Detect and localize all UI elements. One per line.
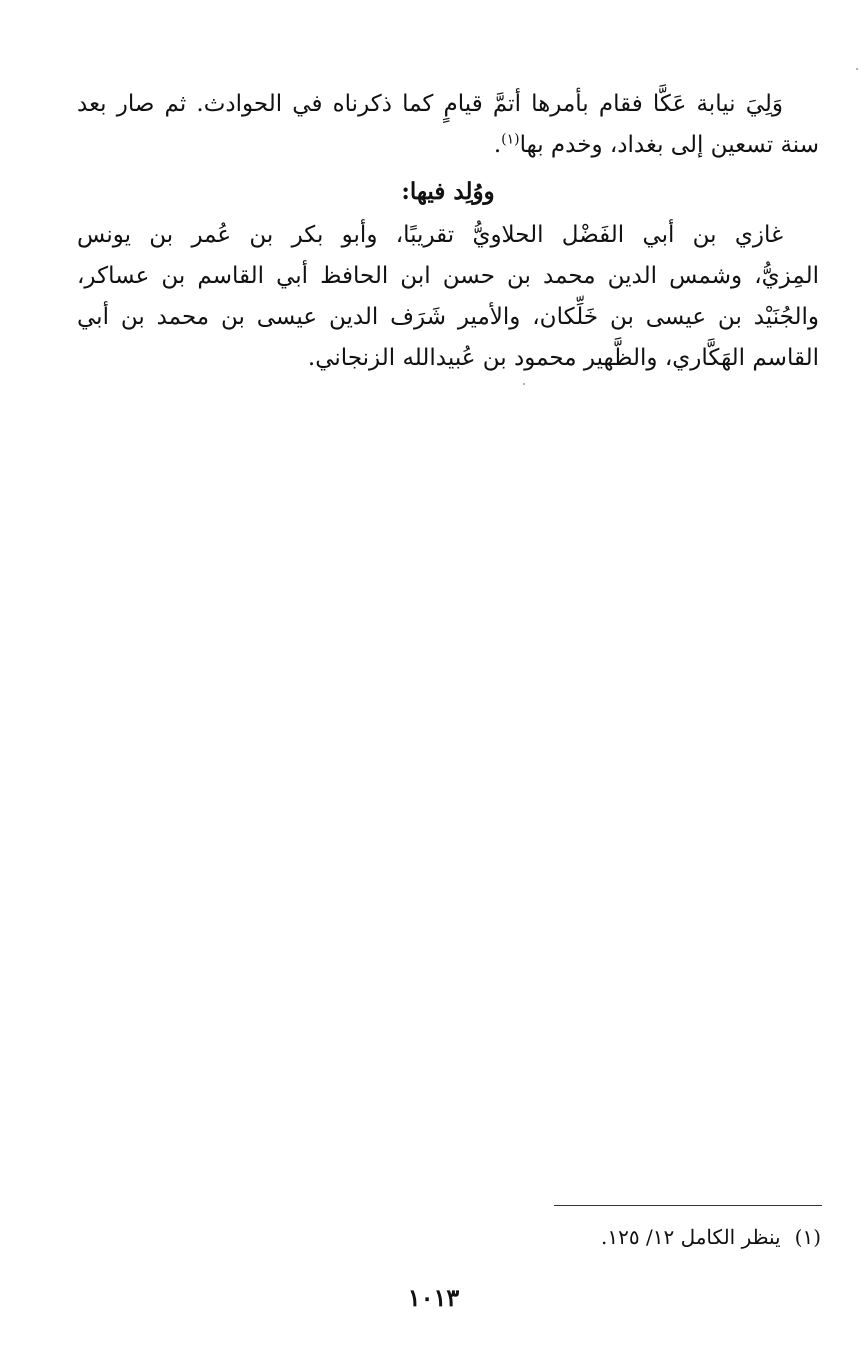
paragraph-walia-naba: [77, 84, 819, 166]
footnote: [321, 1222, 821, 1252]
section-heading-container: [77, 170, 819, 214]
page-number: ١٠١٣: [407, 1283, 460, 1312]
footnote-text: ينظر الكامل ١٢/ ١٢٥.: [601, 1225, 781, 1249]
paragraph-line: المِزيُّ، وشمس الدين محمد بن حسن ابن الحافظ أبي القاسم بن عساكر،: [77, 263, 819, 289]
paragraph-line: غازي بن أبي الفَضْل الحلاويُّ تقريبًا، وأبو بكر بن عُمر بن يونس: [77, 222, 783, 248]
paragraph-line: [77, 125, 819, 166]
section-heading: ووُلِد فيها:: [401, 178, 495, 205]
scan-speck: [856, 68, 858, 70]
paragraph-line: وَلِيَ نيابة عَكَّا فقام بأمرها أتمَّ قيامٍ كما ذكرناه في الحوادث. ثم صار بعد: [77, 91, 783, 117]
paragraph-line: القاسم الهَكَّاري، والظَّهير محمود بن عُبيدالله الزنجاني.: [307, 345, 819, 371]
sentence-end-dot: .: [493, 132, 502, 158]
footnote-separator: [554, 1205, 822, 1206]
scan-speck: [523, 383, 525, 385]
footnote-reference[interactable]: (١): [501, 131, 520, 148]
paragraph-line: والجُنَيْد بن عيسى بن خَلِّكان، والأمير شَرَف الدين عيسى بن محمد بن أبي: [77, 304, 819, 330]
paragraph-line-text: سنة تسعين إلى بغداد، وخدم بها: [519, 132, 819, 158]
paragraph-births: [77, 215, 819, 379]
footnote-number: (١): [794, 1225, 821, 1249]
